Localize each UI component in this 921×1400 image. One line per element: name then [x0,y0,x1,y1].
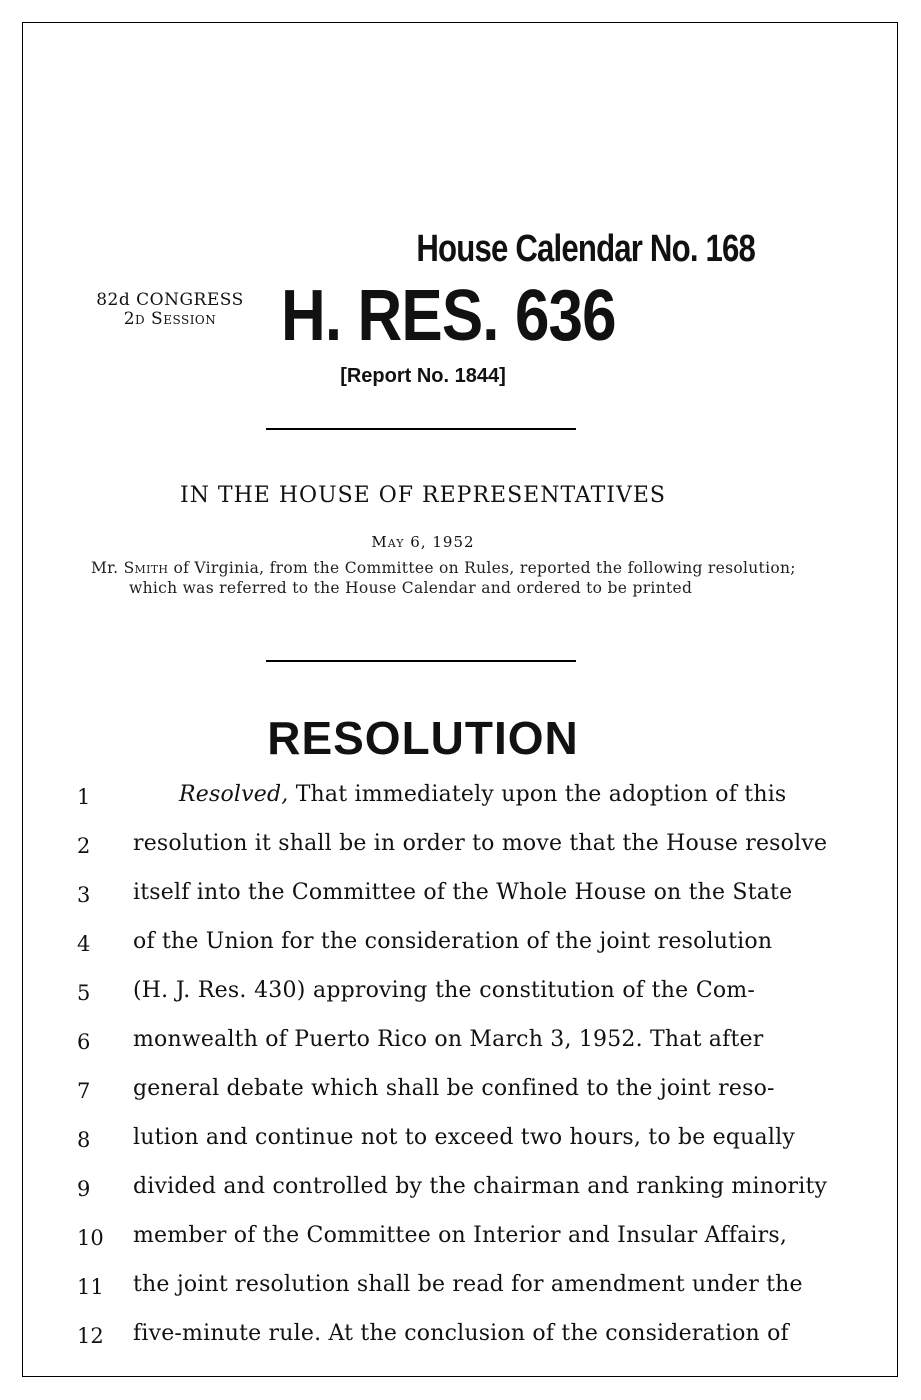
text-line [23,1216,899,1265]
line-text: resolution it shall be in order to move that the House resolve [133,831,828,856]
resolved-clause: Resolved, [179,782,289,807]
line-text: itself into the Committee of the Whole House on the State [133,880,793,905]
line-number: 12 [77,1324,104,1348]
session-number: 2d Session [123,309,217,329]
document-page [22,22,898,1377]
line-text: lution and continue not to exceed two hours, to be equally [133,1125,795,1150]
line-number: 6 [77,1030,91,1054]
sponsor-statement [91,558,819,598]
sponsor-name: Smith [123,559,169,577]
line-number: 2 [77,834,91,858]
line-number: 10 [77,1226,104,1250]
chamber-heading: IN THE HOUSE OF REPRESENTATIVES [180,483,666,508]
divider-rule [266,428,576,430]
text-line [23,1314,899,1363]
text-line [23,1069,899,1118]
text-line [23,1020,899,1069]
line-number: 9 [77,1177,91,1201]
line-text: member of the Committee on Interior and Insular Affairs, [133,1223,788,1248]
bill-number: H. RES. 636 [281,276,616,356]
line-text: (H. J. Res. 430) approving the constitution of the Com- [133,978,755,1003]
line-text [179,782,787,807]
resolution-heading: RESOLUTION [267,712,579,764]
line-number: 7 [77,1079,91,1103]
text-line [23,1167,899,1216]
line-number: 8 [77,1128,91,1152]
line-text: of the Union for the consideration of the joint resolution [133,929,773,954]
line-text: monwealth of Puerto Rico on March 3, 1952. That after [133,1027,764,1052]
line-text: general debate which shall be confined to the joint reso- [133,1076,775,1101]
line-text: divided and controlled by the chairman and ranking minority [133,1174,828,1199]
text-line [23,922,899,971]
congress-number: 82d CONGRESS [96,290,244,310]
line-number: 4 [77,932,91,956]
sponsor-description: of Virginia, from the Committee on Rules, reported the following resolution; which was referred to the House Calendar and ordered to be printed [129,559,796,597]
congress-session-block [85,291,255,329]
line-number: 3 [77,883,91,907]
text-line [23,824,899,873]
text-line [23,1118,899,1167]
line-text: five-minute rule. At the conclusion of the consideration of [133,1321,789,1346]
introduction-date: May 6, 1952 [371,533,475,551]
line-number: 1 [77,785,91,809]
sponsor-prefix: Mr. [91,559,124,577]
line-text-content: That immediately upon the adoption of this [295,782,787,807]
text-line [23,775,899,824]
house-calendar-number: House Calendar No. 168 [416,228,755,270]
line-number: 11 [77,1275,104,1299]
text-line [23,873,899,922]
report-number: [Report No. 1844] [340,365,506,387]
line-number: 5 [77,981,91,1005]
line-text: the joint resolution shall be read for amendment under the [133,1272,803,1297]
text-line [23,1265,899,1314]
text-line [23,971,899,1020]
divider-rule [266,660,576,662]
